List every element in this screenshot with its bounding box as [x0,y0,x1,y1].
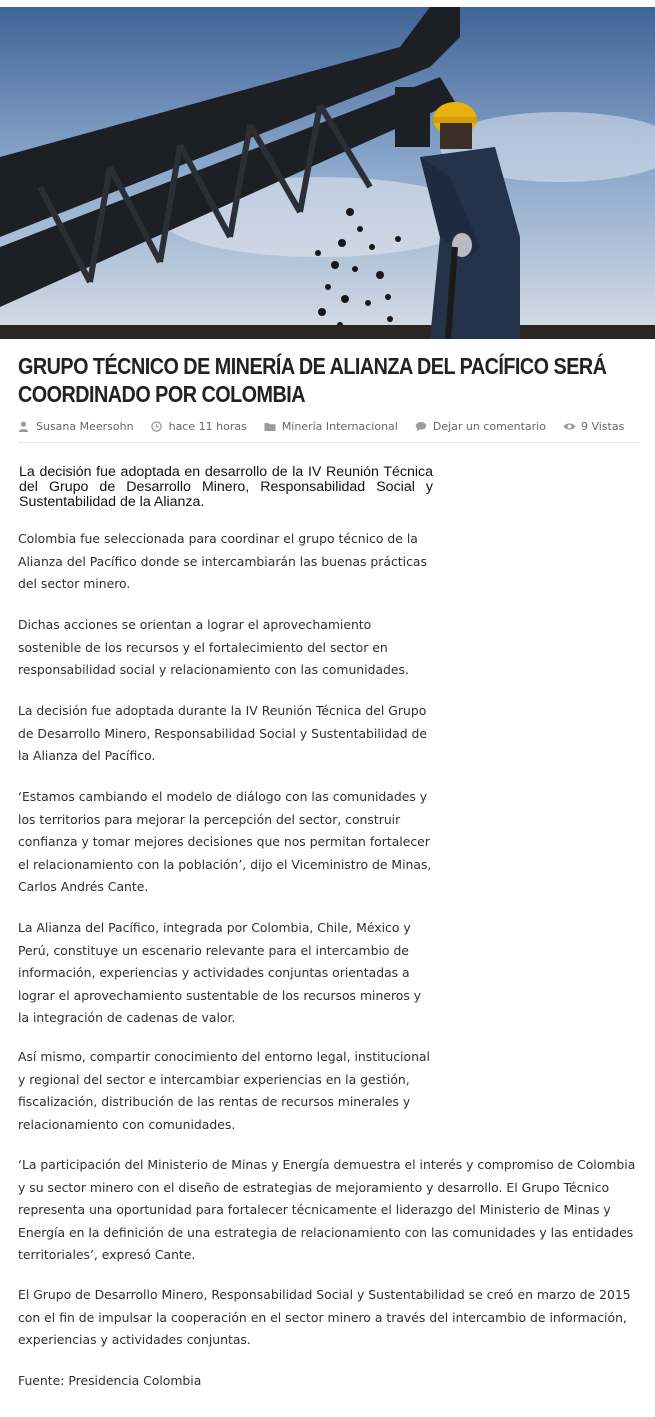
paragraph-8: El Grupo de Desarrollo Minero, Responsabilidad Social y Sustentabilidad se creó en marzo de 2015 con el fin de impulsar la cooperación en el sector minero a través del intercambio de información, experiencias y actividades conjuntas. [18,1287,631,1348]
user-icon [18,421,29,432]
meta-comment[interactable] [415,420,546,433]
paragraph-3: La decisión fue adoptada durante la IV Reunión Técnica del Grupo de Desarrollo Minero, Responsabilidad Social y Sustentabilidad de la Alianza del Pacífico. [18,703,427,764]
paragraph-5: La Alianza del Pacífico, integrada por Colombia, Chile, México y Perú, constituye un escenario relevante para el intercambio de información, experiencias y actividades conjuntas orientadas a lograr el aprovechamiento sustentable de los recursos mineros y la integración de cadenas de valor. [18,920,422,1026]
meta-time-label: hace 11 horas [168,420,247,433]
folder-icon [264,421,275,432]
article-title: GRUPO TÉCNICO DE MINERÍA DE ALIANZA DEL PACÍFICO SERÁ COORDINADO POR COLOMBIA [18,353,607,407]
clock-icon [151,421,162,432]
hero-image [0,7,655,339]
paragraph-2: Dichas acciones se orientan a lograr el aprovechamiento sostenible de los recursos y el fortalecimiento del sector en responsabilidad social y relacionamiento con las comunidades. [18,617,409,678]
paragraph-6: Así mismo, compartir conocimiento del entorno legal, institucional y regional del sector e intercambiar experiencias en la gestión, fiscalización, distribución de las rentas de recursos minerales y relacionamiento con comunidades. [18,1049,430,1132]
eye-icon [563,421,574,432]
meta-author[interactable] [18,420,134,433]
paragraph-1: Colombia fue seleccionada para coordinar el grupo técnico de la Alianza del Pacífico donde se intercambiarán las buenas prácticas del sector minero. [18,531,427,592]
meta-author-label: Susana Meersohn [36,420,134,433]
article-lead: La decisión fue adoptada en desarrollo de la IV Reunión Técnica del Grupo de Desarrollo Minero, Responsabilidad Social y Sustentabilidad de la Alianza. [19,464,433,510]
meta-views [563,420,624,433]
meta-category-label: Minería Internacional [281,420,398,433]
comment-icon [415,421,426,432]
hero-illustration [0,7,655,339]
article-source[interactable]: Fuente: Presidencia Colombia [18,1373,202,1388]
meta-comment-label: Dejar un comentario [432,420,546,433]
meta-views-label: 9 Vistas [580,420,625,433]
article-meta [18,420,640,443]
meta-category[interactable] [264,420,398,433]
paragraph-7: ‘La participación del Ministerio de Minas y Energía demuestra el interés y compromiso de Colombia y su sector minero con el diseño de estrategias de mejoramiento y desarrollo. El Grupo Técnico representa una oportunidad para fortalecer técnicamente el liderazgo del Ministerio de Minas y Energía en la definición de una estrategia de relacionamiento con las comunidades y las entidades territoriales’, expresó Cante. [18,1157,636,1263]
paragraph-4: ‘Estamos cambiando el modelo de diálogo con las comunidades y los territorios para mejorar la percepción del sector, construir confianza y tomar mejores decisiones que nos permitan fortalecer el relacionamiento con la población’, dijo el Viceministro de Minas, Carlos Andrés Cante. [18,789,432,895]
meta-time [151,420,247,433]
